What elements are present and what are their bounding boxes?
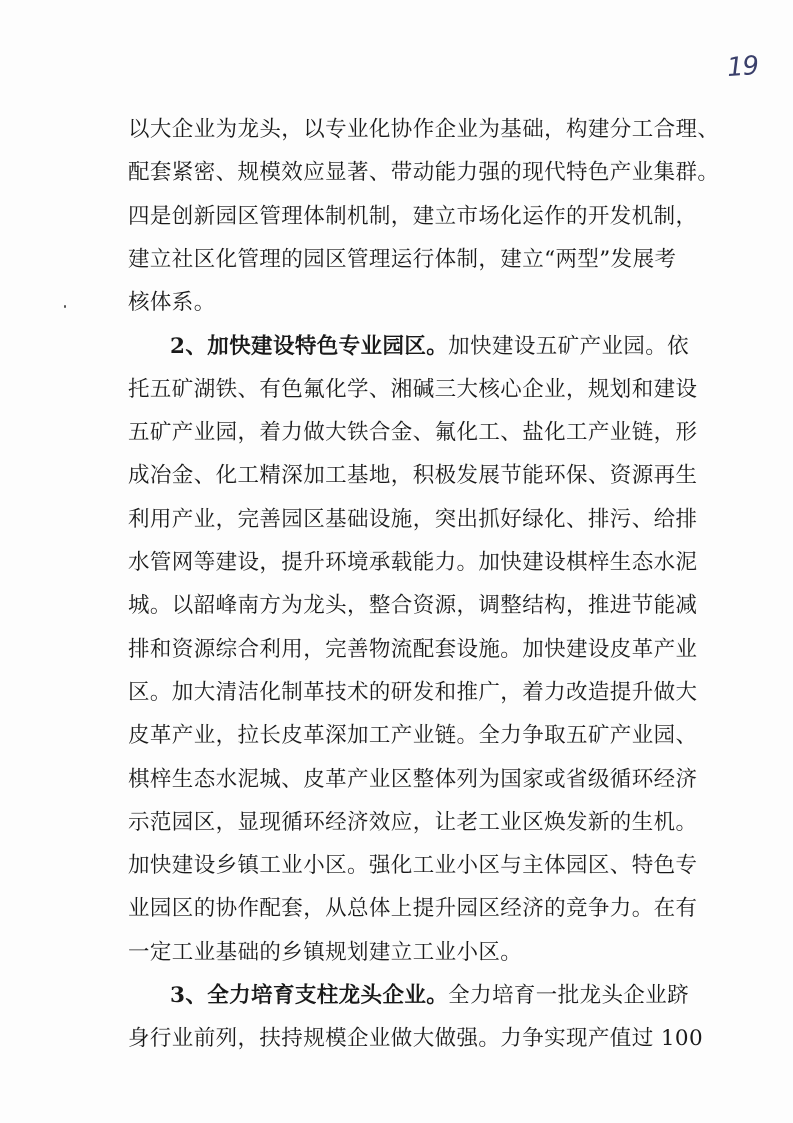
text-line-22: 身行业前列，扶持规模企业做大做强。力争实现产值过 100: [128, 1026, 704, 1052]
section-3-heading: 3、全力培育支柱龙头企业。: [170, 983, 449, 1008]
handwritten-page-number: 19: [725, 50, 760, 84]
text-line-17: 示范园区，显现循环经济效应，让老工业区焕发新的生机。: [128, 809, 698, 835]
text-line-8: 五矿产业园，着力做大铁合金、氟化工、盐化工产业链，形: [128, 420, 698, 446]
scan-speck: [64, 305, 66, 308]
text-line-14: 区。加大清洁化制革技术的研发和推广，着力改造提升做大: [128, 679, 698, 705]
text-line-1: 以大企业为龙头，以专业化协作企业为基础，构建分工合理、: [128, 117, 720, 142]
text-line-16: 棋梓生态水泥城、皮革产业区整体列为国家或省级循环经济: [128, 766, 698, 792]
text-line-10: 利用产业，完善园区基础设施，突出抓好绿化、排污、给排: [128, 506, 698, 532]
text-line-19: 业园区的协作配套，从总体上提升园区经济的竞争力。在有: [128, 896, 698, 922]
text-line-4: 建立社区化管理的园区管理运行体制，建立“两型”发展考: [128, 246, 677, 272]
text-line-18: 加快建设乡镇工业小区。强化工业小区与主体园区、特色专: [128, 853, 698, 879]
text-line-7: 托五矿湖铁、有色氟化学、湘碱三大核心企业，规划和建设: [128, 376, 698, 402]
text-line-11: 水管网等建设，提升环境承载能力。加快建设棋梓生态水泥: [128, 550, 698, 575]
section-3-heading-line: 3、全力培育支柱龙头企业。全力培育一批龙头企业跻: [170, 983, 690, 1008]
text-line-2: 配套紧密、规模效应显著、带动能力强的现代特色产业集群。: [128, 160, 720, 186]
text-line-3: 四是创新园区管理体制机制，建立市场化运作的开发机制，: [128, 203, 698, 229]
text-line-9: 成冶金、化工精深加工基地，积极发展节能环保、资源再生: [128, 463, 698, 489]
section-2-heading: 2、加快建设特色专业园区。: [170, 333, 449, 359]
text-line-12: 城。以韶峰南方为龙头，整合资源，调整结构，推进节能减: [128, 593, 698, 619]
text-line-20: 一定工业基础的乡镇规划建立工业小区。: [128, 939, 523, 965]
text-line-5: 核体系。: [128, 290, 216, 316]
section-2-heading-line: 2、加快建设特色专业园区。加快建设五矿产业园。依: [170, 333, 690, 359]
text-line-13: 排和资源综合利用，完善物流配套设施。加快建设皮革产业: [128, 636, 698, 662]
text-line-15: 皮革产业，拉长皮革深加工产业链。全力争取五矿产业园、: [128, 723, 698, 749]
